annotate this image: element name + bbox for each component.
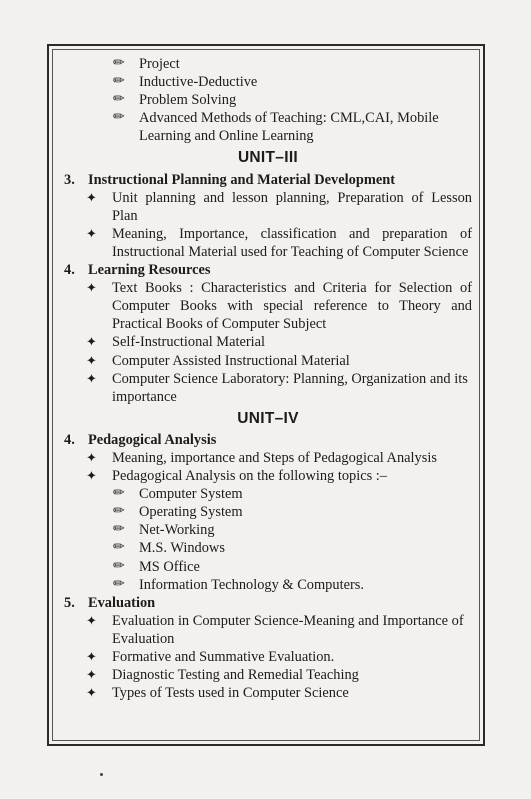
pencil-icon: ✏ [113,522,125,538]
list-item: ✦ Self-Instructional Material [86,334,266,351]
four-point-star-icon: ✦ [86,649,97,664]
four-point-star-icon: ✦ [86,370,97,386]
pencil-icon: ✏ [113,92,125,108]
list-item: ✦ Evaluation in Computer Science-Meaning and Importance of Evaluation [86,612,464,647]
four-point-star-icon: ✦ [86,685,97,701]
four-point-star-icon: ✦ [86,612,97,628]
list-item: ✦ Unit planning and lesson planning, Preparation of Lesson Plan [86,189,472,224]
list-item: ✏ Problem Solving [113,92,237,109]
pencil-icon: ✏ [113,504,125,520]
speck-mark [100,773,103,776]
list-item: ✏ M.S. Windows [113,540,225,557]
pencil-icon: ✏ [113,74,125,90]
list-item: ✏ Computer System [113,486,243,503]
four-point-star-icon: ✦ [86,352,97,368]
list-item: ✦ Meaning, importance and Steps of Pedagogical Analysis [86,449,437,466]
four-point-star-icon: ✦ [86,449,97,465]
pencil-icon: ✏ [113,540,125,556]
list-item: ✏ Inductive-Deductive [113,74,258,91]
section-heading: 3. Instructional Planning and Material Development [64,171,396,188]
list-item: ✦ Computer Science Laboratory: Planning, Organization and its importance [86,370,468,405]
unit-heading: UNIT–IV [237,409,299,427]
pencil-icon: ✏ [113,576,125,592]
list-item: ✏ Advanced Methods of Teaching: CML,CAI, Mobile Learning and Online Learning [113,110,439,145]
unit-heading: UNIT–III [237,149,299,167]
four-point-star-icon: ✦ [86,334,97,350]
list-item: ✏ MS Office [113,558,200,575]
pencil-icon: ✏ [113,486,125,502]
four-point-star-icon: ✦ [86,468,97,484]
list-item: ✦ Diagnostic Testing and Remedial Teaching [86,667,359,684]
list-item: ✦ Pedagogical Analysis on the following topics :– [86,468,387,485]
list-item: ✦ Text Books : Characteristics and Criteria for Selection of Computer Books with special reference to Theory and Practical Books of Computer Subject [86,280,472,333]
four-point-star-icon: ✦ [86,667,97,683]
four-point-star-icon: ✦ [86,189,97,205]
list-item: ✦ Formative and Summative Evaluation. [86,649,335,665]
list-item: ✏ Information Technology & Computers. [113,576,364,593]
four-point-star-icon: ✦ [86,280,97,296]
list-item: ✏ Net-Working [113,522,215,539]
section-heading: 4. Learning Resources [64,262,211,279]
pencil-icon: ✏ [113,558,125,574]
list-item: ✏ Project [113,56,180,72]
section-heading: 4. Pedagogical Analysis [64,431,217,448]
list-item: ✦ Meaning, Importance, classification and preparation of Instructional Material used for Teaching of Computer Science [86,225,472,260]
pencil-icon: ✏ [113,110,125,126]
syllabus-content [64,55,472,702]
list-item: ✏ Operating System [113,504,243,521]
four-point-star-icon: ✦ [86,225,97,241]
list-item: ✦ Types of Tests used in Computer Science [86,685,349,702]
list-item: ✦ Computer Assisted Instructional Material [86,352,350,369]
section-heading: 5. Evaluation [64,594,156,611]
pencil-icon: ✏ [113,56,125,71]
